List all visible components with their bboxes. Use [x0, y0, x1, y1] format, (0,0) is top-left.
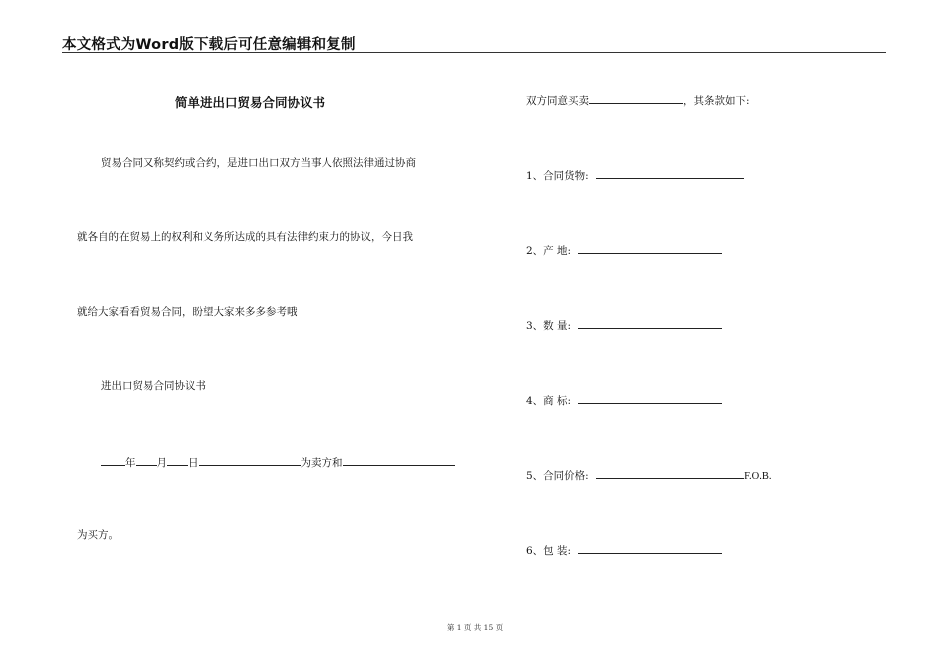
- date-seller-line: [101, 455, 455, 469]
- clause-blank[interactable]: [578, 243, 722, 254]
- clause-blank[interactable]: [578, 318, 722, 329]
- intro-suffix: ，其条款如下:: [683, 95, 750, 107]
- document-header: 本文格式为Word版下载后可任意编辑和复制: [62, 37, 356, 53]
- clause-blank[interactable]: [578, 543, 722, 554]
- clause-label: 1、合同货物:: [526, 170, 589, 182]
- clause-item: [526, 393, 722, 407]
- document-title: 简单进出口贸易合同协议书: [175, 95, 326, 110]
- paragraph-line-2: 就各自的在贸易上的权利和义务所达成的具有法律约束力的协议，今日我: [77, 231, 413, 243]
- page-number-footer: 第 1 页 共 15 页: [446, 623, 504, 632]
- buyer-line: 为买方。: [77, 529, 119, 541]
- seller-label: 为卖方和: [300, 457, 343, 469]
- clause-blank[interactable]: [596, 168, 744, 179]
- clause-item: [526, 468, 772, 483]
- clause-blank[interactable]: [596, 468, 744, 479]
- header-divider: [62, 52, 886, 53]
- day-blank[interactable]: [167, 455, 188, 466]
- contract-subtitle: 进出口贸易合同协议书: [101, 380, 206, 392]
- paragraph-line-1: 贸易合同又称契约或合约，是进口出口双方当事人依照法律通过协商: [101, 157, 416, 169]
- clause-label: 3、数 量:: [526, 320, 572, 332]
- clause-label: 6、包 装:: [526, 545, 572, 557]
- year-blank[interactable]: [101, 455, 125, 466]
- clause-blank[interactable]: [578, 393, 722, 404]
- clause-label: 2、产 地:: [526, 245, 572, 257]
- clause-item: [526, 543, 722, 557]
- month-blank[interactable]: [136, 455, 157, 466]
- month-label: 月: [156, 457, 167, 469]
- intro-prefix: 双方同意买卖: [526, 95, 589, 107]
- year-label: 年: [125, 457, 136, 469]
- clause-item: [526, 168, 744, 182]
- day-label: 日: [188, 457, 199, 469]
- clause-item: [526, 318, 722, 332]
- goods-blank[interactable]: [589, 93, 683, 104]
- clause-label: 5、合同价格:: [526, 470, 589, 482]
- clause-item: [526, 243, 722, 257]
- right-intro-line: [526, 93, 750, 107]
- buyer-blank[interactable]: [343, 455, 455, 466]
- fob-label: F.O.B.: [744, 471, 772, 482]
- seller-blank[interactable]: [199, 455, 301, 466]
- clause-label: 4、商 标:: [526, 395, 572, 407]
- paragraph-line-3: 就给大家看看贸易合同，盼望大家来多多参考哦: [77, 306, 298, 318]
